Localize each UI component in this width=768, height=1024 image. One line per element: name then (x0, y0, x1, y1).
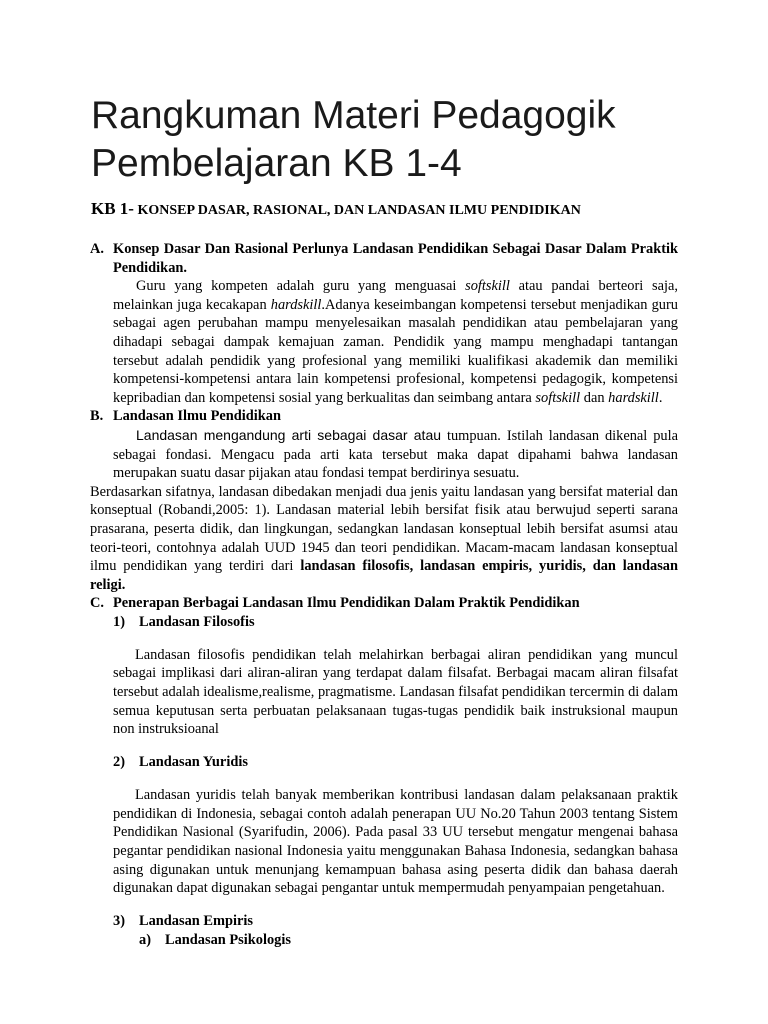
part-b-sans-text: Landasan mengandung arti sebagai dasar atau (136, 426, 442, 443)
part-b-text-2: Berdasarkan sifatnya, landasan dibedakan menjadi dua jenis yaitu landasan yang bersifat material dan konseptual (Robandi,2005: 1). Landasan material lebih bersifat fisik atau berwujud seperti sarana prasarana, peserta didik, dan lingkungan, sedangkan landasan konseptual lebih bersifat asumsi atau teori-teori, contohnya adalah UUD 1945 dan teori pendidikan. Macam-macam landasan konseptual ilmu pendidikan yang terdiri dari (90, 483, 678, 575)
part-b-label: B. (90, 408, 104, 425)
document-title: Rangkuman Materi Pedagogik Pembelajaran KB 1-4 (91, 94, 616, 185)
part-b-bold-text: landasan filosofis, landasan empiris, yuridis, dan landasan religi. (90, 558, 679, 593)
item-1-label: 1) (113, 613, 125, 630)
item-3-heading (113, 912, 678, 931)
part-a-text-1: Guru yang kompeten adalah guru yang menguasai (136, 278, 466, 295)
part-c-title: Penerapan Berbagai Landasan Ilmu Pendidikan Dalam Praktik Pendidikan (113, 595, 580, 612)
item-3-title: Landasan Empiris (139, 913, 253, 930)
item-1-paragraph: Landasan filosofis pendidikan telah melahirkan berbagai aliran pendidikan yang muncul sebagai implikasi dari aliran-aliran yang terdapat dalam filsafat. Berbagai macam aliran filsafat tersebut adalah idealisme,realisme, pragmatisme. Landasan filsafat pendidikan tercermin di dalam semua keputusan serta perbuatan pelaksanaan tugas-tugas pendidik baik instruksional maupun non instruksioanal (113, 646, 679, 738)
part-a-text-3: .Adanya keseimbangan kompetensi tersebut menjadikan guru sebagai agen perubahan mampu menyelesaikan masalah pendidikan atau pembelajaran yang dihadapi sebagai dampak kemajuan zaman. Pendidik yang mampu menghadapi tantangan tersebut adalah pendidik yang profesional yang memiliki kualifikasi akademik dan memiliki kompetensi-kompetensi antara lain kompetensi profesional, kompetensi pedagogik, kompetensi kepribadian dan kompetensi sosial yang berkualitas dan seimbang antara (113, 296, 678, 406)
item-2-paragraph: Landasan yuridis telah banyak memberikan kontribusi landasan dalam pelaksanaan praktik pendidikan di Indonesia, sebagai contoh adalah penerapan UU No.20 Tahun 2003 tentang Sistem Pendidikan Nasional (Syarifudin, 2006). Pada pasal 33 UU tersebut mengatur mengenai bahasa pegantar pendidikan nasional Indonesia yaitu menggunakan Bahasa Indonesia, sedangkan bahasa asing digunakan untuk menunjang kemampuan bahasa asing peserta didik dan bahasa daerah digunakan dapat digunakan sebagai pengantar untuk mempermudah penyampaian pengetahuan. (113, 787, 678, 897)
part-c-label: C. (90, 595, 104, 612)
item-2-label: 2) (113, 754, 125, 771)
term-hardskill-2: hardskill (608, 389, 659, 406)
subitem-a-heading (139, 931, 678, 950)
part-a-label: A. (90, 241, 104, 257)
item-2-heading (113, 753, 678, 772)
item-1-title: Landasan Filosofis (139, 613, 255, 630)
item-2-title: Landasan Yuridis (139, 754, 248, 771)
part-a-text-2: atau pandai berteori saja, melainkan juga kecakapan (113, 278, 679, 313)
term-hardskill: hardskill (270, 296, 322, 313)
document-body (90, 240, 678, 949)
part-b-heading (90, 407, 678, 426)
term-softskill: softskill (465, 278, 510, 295)
part-b-paragraph-2 (90, 483, 678, 595)
section-heading (91, 199, 711, 221)
section-kb-title: KONSEP DASAR, RASIONAL, DAN LANDASAN ILMU PENDIDIKAN (133, 203, 581, 218)
part-a-text-4: dan (580, 389, 609, 406)
part-c-heading (90, 594, 678, 613)
subitem-a-label: a) (139, 931, 151, 948)
part-a-text-5: . (658, 389, 663, 406)
part-b-text-1: tumpuan. Istilah landasan dikenal pula sebagai fondasi. Mengacu pada arti kata tersebut maka dapat dipahami bahwa landasan merupakan suatu dasar pijakan atau fondasi tempat berdirinya sesuatu. (113, 427, 678, 482)
subitem-a-title: Landasan Psikologis (165, 931, 291, 948)
item-3-label: 3) (113, 913, 125, 930)
part-b-title: Landasan Ilmu Pendidikan (113, 408, 281, 425)
part-b-paragraph-1 (113, 426, 678, 483)
item-1-heading (113, 613, 678, 632)
section-kb-label: KB 1- (91, 199, 134, 218)
part-a-heading (90, 240, 678, 277)
term-softskill-2: softskill (535, 389, 581, 406)
part-a-title: Konsep Dasar Dan Rasional Perlunya Landasan Pendidikan Sebagai Dasar Dalam Praktik Pendidikan. (113, 241, 678, 276)
part-a-paragraph (113, 277, 678, 407)
